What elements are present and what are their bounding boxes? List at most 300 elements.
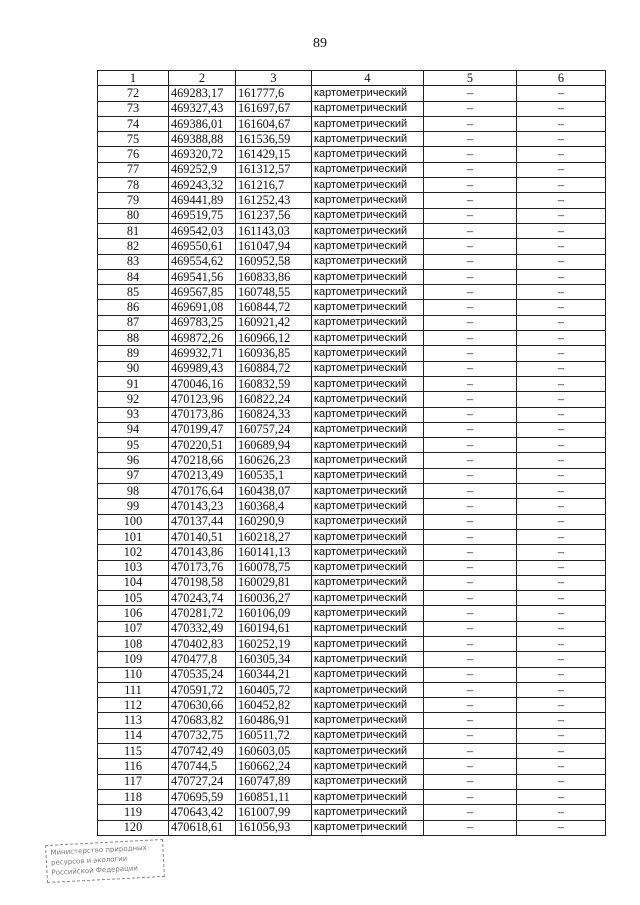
table-row: [98, 407, 606, 422]
y-coordinate-cell: 160290,9: [236, 514, 312, 529]
table-row: [98, 147, 606, 162]
point-number-cell: 105: [98, 591, 169, 606]
table-row: [98, 162, 606, 177]
point-number-cell: 89: [98, 346, 169, 361]
column-5-cell: –: [424, 254, 517, 269]
method-cell: картометрический: [312, 116, 424, 131]
table-row: [98, 468, 606, 483]
point-number-cell: 116: [98, 759, 169, 774]
y-coordinate-cell: 160747,89: [236, 774, 312, 789]
x-coordinate-cell: 470727,24: [169, 774, 236, 789]
table-row: [98, 499, 606, 514]
column-6-cell: –: [517, 789, 606, 804]
column-6-cell: –: [517, 575, 606, 590]
column-5-cell: –: [424, 499, 517, 514]
column-5-cell: –: [424, 208, 517, 223]
table-row: [98, 300, 606, 315]
column-6-cell: –: [517, 636, 606, 651]
column-6-cell: –: [517, 101, 606, 116]
y-coordinate-cell: 160757,24: [236, 422, 312, 437]
column-5-cell: –: [424, 468, 517, 483]
column-6-cell: –: [517, 86, 606, 101]
column-5-cell: –: [424, 239, 517, 254]
column-5-cell: –: [424, 193, 517, 208]
column-5-cell: –: [424, 652, 517, 667]
method-cell: картометрический: [312, 346, 424, 361]
column-5-cell: –: [424, 591, 517, 606]
column-6-cell: –: [517, 820, 606, 835]
method-cell: картометрический: [312, 239, 424, 254]
method-cell: картометрический: [312, 269, 424, 284]
y-coordinate-cell: 160405,72: [236, 682, 312, 697]
method-cell: картометрический: [312, 407, 424, 422]
y-coordinate-cell: 160689,94: [236, 438, 312, 453]
y-coordinate-cell: 160252,19: [236, 636, 312, 651]
table-row: [98, 698, 606, 713]
method-cell: картометрический: [312, 713, 424, 728]
x-coordinate-cell: 470213,49: [169, 468, 236, 483]
column-5-cell: –: [424, 774, 517, 789]
table-row: [98, 101, 606, 116]
x-coordinate-cell: 470218,66: [169, 453, 236, 468]
column-6-cell: –: [517, 545, 606, 560]
column-5-cell: –: [424, 682, 517, 697]
column-6-cell: –: [517, 606, 606, 621]
y-coordinate-cell: 161237,56: [236, 208, 312, 223]
column-6-cell: –: [517, 499, 606, 514]
x-coordinate-cell: 470123,96: [169, 392, 236, 407]
x-coordinate-cell: 470695,59: [169, 789, 236, 804]
method-cell: картометрический: [312, 667, 424, 682]
table-row: [98, 193, 606, 208]
method-cell: картометрический: [312, 208, 424, 223]
point-number-cell: 104: [98, 575, 169, 590]
method-cell: картометрический: [312, 315, 424, 330]
column-6-cell: –: [517, 132, 606, 147]
x-coordinate-cell: 469550,61: [169, 239, 236, 254]
y-coordinate-cell: 160194,61: [236, 621, 312, 636]
table-row: [98, 239, 606, 254]
column-6-cell: –: [517, 300, 606, 315]
column-5-cell: –: [424, 606, 517, 621]
point-number-cell: 114: [98, 728, 169, 743]
y-coordinate-cell: 161047,94: [236, 239, 312, 254]
column-5-cell: –: [424, 621, 517, 636]
table-row: [98, 682, 606, 697]
method-cell: картометрический: [312, 193, 424, 208]
y-coordinate-cell: 160952,58: [236, 254, 312, 269]
column-5-cell: –: [424, 529, 517, 544]
x-coordinate-cell: 469932,71: [169, 346, 236, 361]
column-5-cell: –: [424, 300, 517, 315]
y-coordinate-cell: 160141,13: [236, 545, 312, 560]
column-5-cell: –: [424, 376, 517, 391]
method-cell: картометрический: [312, 499, 424, 514]
x-coordinate-cell: 470199,47: [169, 422, 236, 437]
point-number-cell: 75: [98, 132, 169, 147]
column-5-cell: –: [424, 392, 517, 407]
x-coordinate-cell: 470535,24: [169, 667, 236, 682]
y-coordinate-cell: 161777,6: [236, 86, 312, 101]
table-row: [98, 713, 606, 728]
column-5-cell: –: [424, 453, 517, 468]
method-cell: картометрический: [312, 285, 424, 300]
method-cell: картометрический: [312, 254, 424, 269]
table-row: [98, 606, 606, 621]
x-coordinate-cell: 469872,26: [169, 331, 236, 346]
column-5-cell: –: [424, 713, 517, 728]
point-number-cell: 110: [98, 667, 169, 682]
column-5-cell: –: [424, 331, 517, 346]
table-row: [98, 422, 606, 437]
column-6-cell: –: [517, 331, 606, 346]
column-6-cell: –: [517, 162, 606, 177]
method-cell: картометрический: [312, 728, 424, 743]
table-row: [98, 116, 606, 131]
x-coordinate-cell: 469519,75: [169, 208, 236, 223]
point-number-cell: 82: [98, 239, 169, 254]
x-coordinate-cell: 470281,72: [169, 606, 236, 621]
point-number-cell: 101: [98, 529, 169, 544]
column-6-cell: –: [517, 744, 606, 759]
column-5-cell: –: [424, 178, 517, 193]
x-coordinate-cell: 470477,8: [169, 652, 236, 667]
x-coordinate-cell: 469783,25: [169, 315, 236, 330]
table-row: [98, 805, 606, 820]
x-coordinate-cell: 470198,58: [169, 575, 236, 590]
table-row: [98, 591, 606, 606]
column-header: 2: [169, 71, 236, 86]
column-5-cell: –: [424, 744, 517, 759]
y-coordinate-cell: 161312,57: [236, 162, 312, 177]
x-coordinate-cell: 469243,32: [169, 178, 236, 193]
point-number-cell: 100: [98, 514, 169, 529]
point-number-cell: 92: [98, 392, 169, 407]
method-cell: картометрический: [312, 468, 424, 483]
method-cell: картометрический: [312, 529, 424, 544]
table-row: [98, 453, 606, 468]
column-6-cell: –: [517, 805, 606, 820]
table-row: [98, 254, 606, 269]
stamp-line: Министерство природных: [50, 843, 147, 857]
point-number-cell: 72: [98, 86, 169, 101]
table-row: [98, 759, 606, 774]
column-6-cell: –: [517, 728, 606, 743]
x-coordinate-cell: 470220,51: [169, 438, 236, 453]
y-coordinate-cell: 160884,72: [236, 361, 312, 376]
method-cell: картометрический: [312, 621, 424, 636]
table-row: [98, 86, 606, 101]
column-5-cell: –: [424, 560, 517, 575]
column-header: 4: [312, 71, 424, 86]
y-coordinate-cell: 160966,12: [236, 331, 312, 346]
column-6-cell: –: [517, 116, 606, 131]
x-coordinate-cell: 469441,89: [169, 193, 236, 208]
column-5-cell: –: [424, 315, 517, 330]
y-coordinate-cell: 160662,24: [236, 759, 312, 774]
y-coordinate-cell: 160218,27: [236, 529, 312, 544]
coordinates-table: [97, 70, 606, 836]
method-cell: картометрический: [312, 392, 424, 407]
table-row: [98, 820, 606, 835]
point-number-cell: 109: [98, 652, 169, 667]
table-row: [98, 667, 606, 682]
column-6-cell: –: [517, 514, 606, 529]
x-coordinate-cell: 470140,51: [169, 529, 236, 544]
table-header-row: [98, 71, 606, 86]
y-coordinate-cell: 161604,67: [236, 116, 312, 131]
x-coordinate-cell: 470143,23: [169, 499, 236, 514]
table-row: [98, 744, 606, 759]
x-coordinate-cell: 470046,16: [169, 376, 236, 391]
y-coordinate-cell: 160305,34: [236, 652, 312, 667]
point-number-cell: 74: [98, 116, 169, 131]
column-5-cell: –: [424, 132, 517, 147]
column-5-cell: –: [424, 789, 517, 804]
method-cell: картометрический: [312, 606, 424, 621]
page-number: 89: [313, 36, 327, 51]
x-coordinate-cell: 469388,88: [169, 132, 236, 147]
point-number-cell: 117: [98, 774, 169, 789]
column-6-cell: –: [517, 193, 606, 208]
method-cell: картометрический: [312, 820, 424, 835]
table-row: [98, 545, 606, 560]
method-cell: картометрический: [312, 438, 424, 453]
column-5-cell: –: [424, 438, 517, 453]
method-cell: картометрический: [312, 575, 424, 590]
column-5-cell: –: [424, 285, 517, 300]
y-coordinate-cell: 160603,05: [236, 744, 312, 759]
point-number-cell: 96: [98, 453, 169, 468]
column-6-cell: –: [517, 621, 606, 636]
x-coordinate-cell: 470176,64: [169, 484, 236, 499]
x-coordinate-cell: 469327,43: [169, 101, 236, 116]
method-cell: картометрический: [312, 560, 424, 575]
y-coordinate-cell: 161252,43: [236, 193, 312, 208]
column-header: 1: [98, 71, 169, 86]
point-number-cell: 99: [98, 499, 169, 514]
x-coordinate-cell: 469691,08: [169, 300, 236, 315]
y-coordinate-cell: 160452,82: [236, 698, 312, 713]
table-row: [98, 392, 606, 407]
y-coordinate-cell: 160438,07: [236, 484, 312, 499]
point-number-cell: 84: [98, 269, 169, 284]
y-coordinate-cell: 160921,42: [236, 315, 312, 330]
point-number-cell: 120: [98, 820, 169, 835]
column-5-cell: –: [424, 407, 517, 422]
point-number-cell: 102: [98, 545, 169, 560]
y-coordinate-cell: 160748,55: [236, 285, 312, 300]
point-number-cell: 112: [98, 698, 169, 713]
column-6-cell: –: [517, 285, 606, 300]
x-coordinate-cell: 470683,82: [169, 713, 236, 728]
x-coordinate-cell: 470173,86: [169, 407, 236, 422]
column-6-cell: –: [517, 223, 606, 238]
table-row: [98, 575, 606, 590]
column-6-cell: –: [517, 468, 606, 483]
point-number-cell: 81: [98, 223, 169, 238]
method-cell: картометрический: [312, 682, 424, 697]
method-cell: картометрический: [312, 86, 424, 101]
table-row: [98, 376, 606, 391]
y-coordinate-cell: 160344,21: [236, 667, 312, 682]
column-6-cell: –: [517, 774, 606, 789]
column-5-cell: –: [424, 484, 517, 499]
column-5-cell: –: [424, 269, 517, 284]
point-number-cell: 118: [98, 789, 169, 804]
column-5-cell: –: [424, 820, 517, 835]
column-5-cell: –: [424, 514, 517, 529]
stamp-line: Российской Федерации: [51, 864, 139, 877]
table-row: [98, 484, 606, 499]
y-coordinate-cell: 160936,85: [236, 346, 312, 361]
point-number-cell: 79: [98, 193, 169, 208]
table-row: [98, 178, 606, 193]
x-coordinate-cell: 470143,86: [169, 545, 236, 560]
point-number-cell: 103: [98, 560, 169, 575]
x-coordinate-cell: 469989,43: [169, 361, 236, 376]
method-cell: картометрический: [312, 514, 424, 529]
column-5-cell: –: [424, 422, 517, 437]
y-coordinate-cell: 161143,03: [236, 223, 312, 238]
method-cell: картометрический: [312, 422, 424, 437]
point-number-cell: 108: [98, 636, 169, 651]
column-5-cell: –: [424, 361, 517, 376]
x-coordinate-cell: 469386,01: [169, 116, 236, 131]
table-row: [98, 438, 606, 453]
method-cell: картометрический: [312, 636, 424, 651]
x-coordinate-cell: 470402,83: [169, 636, 236, 651]
table-row: [98, 132, 606, 147]
column-6-cell: –: [517, 713, 606, 728]
column-5-cell: –: [424, 545, 517, 560]
point-number-cell: 77: [98, 162, 169, 177]
y-coordinate-cell: 160833,86: [236, 269, 312, 284]
column-5-cell: –: [424, 728, 517, 743]
x-coordinate-cell: 469320,72: [169, 147, 236, 162]
column-6-cell: –: [517, 667, 606, 682]
column-6-cell: –: [517, 407, 606, 422]
table-row: [98, 346, 606, 361]
y-coordinate-cell: 161007,99: [236, 805, 312, 820]
x-coordinate-cell: 469252,9: [169, 162, 236, 177]
column-6-cell: –: [517, 698, 606, 713]
point-number-cell: 95: [98, 438, 169, 453]
y-coordinate-cell: 160832,59: [236, 376, 312, 391]
column-5-cell: –: [424, 805, 517, 820]
point-number-cell: 106: [98, 606, 169, 621]
method-cell: картометрический: [312, 453, 424, 468]
column-5-cell: –: [424, 223, 517, 238]
y-coordinate-cell: 161536,59: [236, 132, 312, 147]
point-number-cell: 113: [98, 713, 169, 728]
y-coordinate-cell: 161056,93: [236, 820, 312, 835]
method-cell: картометрический: [312, 484, 424, 499]
x-coordinate-cell: 469554,62: [169, 254, 236, 269]
y-coordinate-cell: 161216,7: [236, 178, 312, 193]
column-6-cell: –: [517, 254, 606, 269]
method-cell: картометрический: [312, 147, 424, 162]
point-number-cell: 85: [98, 285, 169, 300]
y-coordinate-cell: 160029,81: [236, 575, 312, 590]
y-coordinate-cell: 160844,72: [236, 300, 312, 315]
method-cell: картометрический: [312, 774, 424, 789]
column-5-cell: –: [424, 101, 517, 116]
method-cell: картометрический: [312, 545, 424, 560]
column-5-cell: –: [424, 759, 517, 774]
y-coordinate-cell: 160626,23: [236, 453, 312, 468]
table-row: [98, 269, 606, 284]
point-number-cell: 97: [98, 468, 169, 483]
table-row: [98, 285, 606, 300]
column-6-cell: –: [517, 392, 606, 407]
column-header: 5: [424, 71, 517, 86]
y-coordinate-cell: 161697,67: [236, 101, 312, 116]
y-coordinate-cell: 160036,27: [236, 591, 312, 606]
point-number-cell: 111: [98, 682, 169, 697]
method-cell: картометрический: [312, 300, 424, 315]
column-6-cell: –: [517, 269, 606, 284]
method-cell: картометрический: [312, 652, 424, 667]
column-6-cell: –: [517, 591, 606, 606]
column-6-cell: –: [517, 682, 606, 697]
method-cell: картометрический: [312, 331, 424, 346]
x-coordinate-cell: 470591,72: [169, 682, 236, 697]
column-header: 3: [236, 71, 312, 86]
point-number-cell: 93: [98, 407, 169, 422]
column-6-cell: –: [517, 438, 606, 453]
column-6-cell: –: [517, 484, 606, 499]
x-coordinate-cell: 470630,66: [169, 698, 236, 713]
y-coordinate-cell: 160106,09: [236, 606, 312, 621]
column-6-cell: –: [517, 178, 606, 193]
column-5-cell: –: [424, 636, 517, 651]
column-5-cell: –: [424, 162, 517, 177]
y-coordinate-cell: 160368,4: [236, 499, 312, 514]
y-coordinate-cell: 160824,33: [236, 407, 312, 422]
table-row: [98, 652, 606, 667]
column-6-cell: –: [517, 652, 606, 667]
column-header: 6: [517, 71, 606, 86]
table-row: [98, 728, 606, 743]
table-row: [98, 208, 606, 223]
column-6-cell: –: [517, 239, 606, 254]
column-5-cell: –: [424, 346, 517, 361]
method-cell: картометрический: [312, 376, 424, 391]
method-cell: картометрический: [312, 591, 424, 606]
y-coordinate-cell: 160078,75: [236, 560, 312, 575]
column-6-cell: –: [517, 208, 606, 223]
x-coordinate-cell: 469567,85: [169, 285, 236, 300]
x-coordinate-cell: 470243,74: [169, 591, 236, 606]
point-number-cell: 73: [98, 101, 169, 116]
column-6-cell: –: [517, 376, 606, 391]
y-coordinate-cell: 160486,91: [236, 713, 312, 728]
point-number-cell: 91: [98, 376, 169, 391]
table-row: [98, 774, 606, 789]
method-cell: картометрический: [312, 759, 424, 774]
column-6-cell: –: [517, 529, 606, 544]
table-row: [98, 514, 606, 529]
column-6-cell: –: [517, 422, 606, 437]
column-5-cell: –: [424, 86, 517, 101]
x-coordinate-cell: 470742,49: [169, 744, 236, 759]
point-number-cell: 86: [98, 300, 169, 315]
point-number-cell: 83: [98, 254, 169, 269]
column-5-cell: –: [424, 147, 517, 162]
method-cell: картометрический: [312, 178, 424, 193]
y-coordinate-cell: 160822,24: [236, 392, 312, 407]
